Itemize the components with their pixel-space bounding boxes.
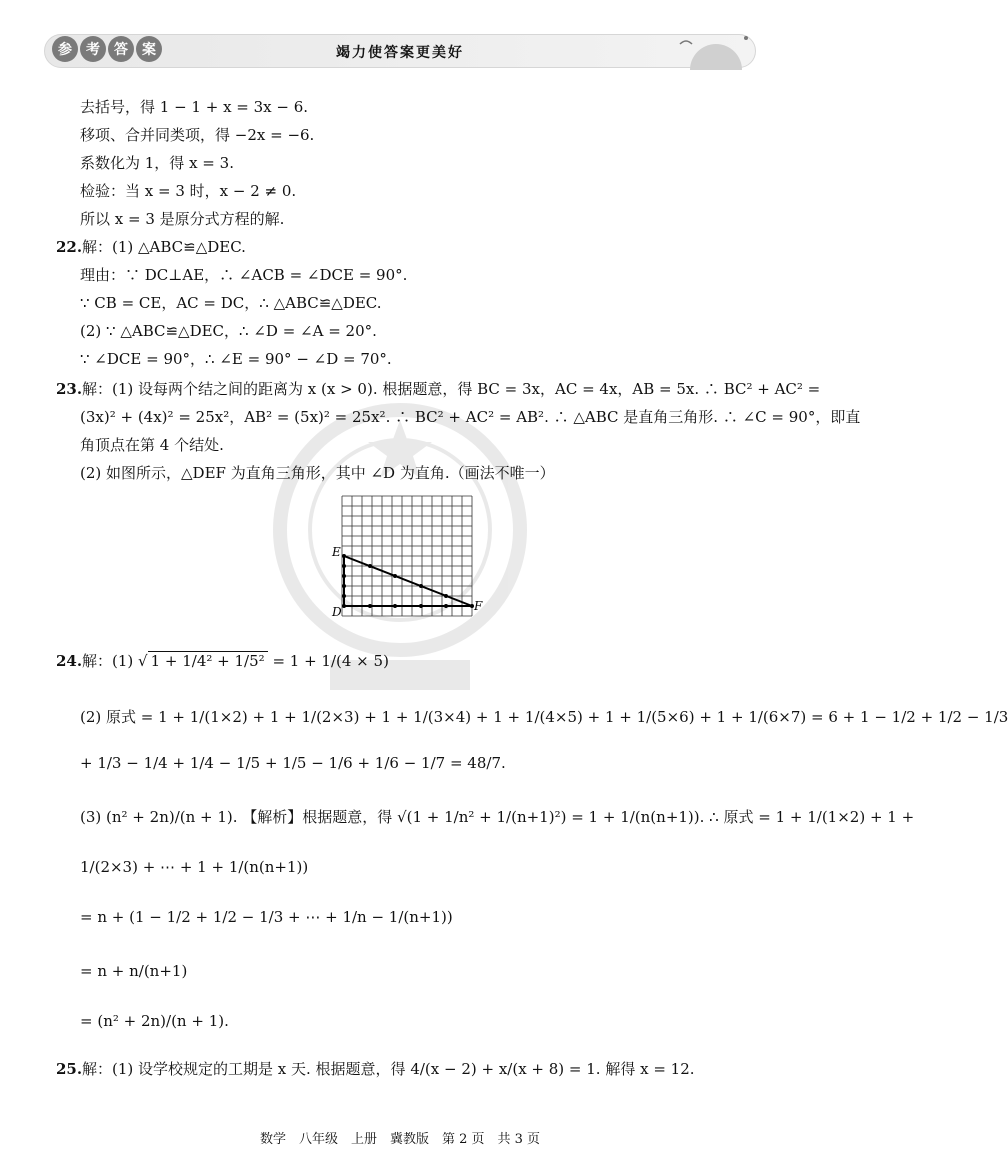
q21-line: 去括号，得 1 − 1 + x = 3x − 6. — [80, 98, 309, 116]
logo-char: 答 — [108, 36, 134, 62]
q22-line: 解：(1) △ABC≌△DEC. — [82, 238, 246, 256]
q21-line: 移项、合并同类项，得 −2x = −6. — [80, 126, 315, 144]
page-footer: 数学 八年级 上册 冀教版 第 2 页 共 3 页 — [259, 1132, 541, 1147]
label-d: D — [332, 605, 342, 619]
q22-line: (2) ∵ △ABC≌△DEC，∴ ∠D = ∠A = 20°. — [80, 322, 377, 340]
q22-line: ∵ CB = CE，AC = DC，∴ △ABC≌△DEC. — [80, 294, 382, 312]
q22-number: 22. — [56, 238, 83, 256]
q24-line: (2) 原式 = 1 + 1/(1×2) + 1 + 1/(2×3) + 1 + 1/(3×4) + 1 + 1/(4×5) + 1 + 1/(5×6) + 1 + 1/(6×7) = 6 + 1 − 1/2 + 1/2 − 1/3 — [80, 708, 1008, 726]
q25-number: 25. — [56, 1060, 83, 1078]
sqrt-icon: √ — [138, 652, 148, 670]
q24-line: (3) (n² + 2n)/(n + 1). 【解析】根据题意，得 √(1 + 1/n² + 1/(n+1)²) = 1 + 1/(n(n+1)). ∴ 原式 = 1 + 1/(1×2) + 1 + — [80, 808, 915, 826]
q21-line: 所以 x = 3 是原分式方程的解. — [80, 210, 285, 228]
q21-line: 检验：当 x = 3 时，x − 2 ≠ 0. — [80, 182, 297, 200]
q24-line: = n + n/(n+1) — [80, 962, 188, 980]
q23-line: 角顶点在第 4 个结处. — [80, 436, 224, 454]
q24-line: 1/(2×3) + ⋯ + 1 + 1/(n(n+1)) — [80, 858, 309, 876]
q23-line: 解：(1) 设每两个结之间的距离为 x (x > 0). 根据题意，得 BC = 3x，AC = 4x，AB = 5x. ∴ BC² + AC² = — [82, 380, 821, 398]
q23-line: (3x)² + (4x)² = 25x²，AB² = (5x)² = 25x². ∴ BC² + AC² = AB². ∴ △ABC 是直角三角形. ∴ ∠C = 90°，即直 — [80, 408, 861, 426]
q24-radicand: 1 + 1/4² + 1/5² — [148, 651, 268, 670]
q24-line — [82, 650, 389, 672]
right-triangle-grid-figure — [330, 492, 490, 622]
header-slogan: 竭力使答案更美好 — [336, 45, 464, 61]
label-f: F — [474, 599, 483, 613]
q24-line: + 1/3 − 1/4 + 1/4 − 1/5 + 1/5 − 1/6 + 1/6 − 1/7 = 48/7. — [80, 754, 506, 772]
q23-line: (2) 如图所示，△DEF 为直角三角形，其中 ∠D 为直角.（画法不唯一） — [80, 464, 555, 482]
q24-result: = 1 + 1/(4 × 5) — [272, 652, 389, 670]
logo-char: 考 — [80, 36, 106, 62]
logo-char: 参 — [52, 36, 78, 62]
logo-char: 案 — [136, 36, 162, 62]
q25-line: 解：(1) 设学校规定的工期是 x 天. 根据题意，得 4/(x − 2) + x/(x + 8) = 1. 解得 x = 12. — [82, 1060, 695, 1078]
q21-line: 系数化为 1，得 x = 3. — [80, 154, 234, 172]
q22-line: 理由：∵ DC⊥AE，∴ ∠ACB = ∠DCE = 90°. — [80, 266, 408, 284]
q24-line: = (n² + 2n)/(n + 1). — [80, 1012, 229, 1030]
header-decoration-icon — [670, 30, 760, 72]
q24-prefix: 解：(1) — [82, 652, 134, 670]
q22-line: ∵ ∠DCE = 90°，∴ ∠E = 90° − ∠D = 70°. — [80, 350, 392, 368]
label-e: E — [332, 545, 341, 559]
q24-number: 24. — [56, 652, 83, 670]
q23-number: 23. — [56, 380, 83, 398]
q24-line: = n + (1 − 1/2 + 1/2 − 1/3 + ⋯ + 1/n − 1/(n+1)) — [80, 908, 453, 926]
